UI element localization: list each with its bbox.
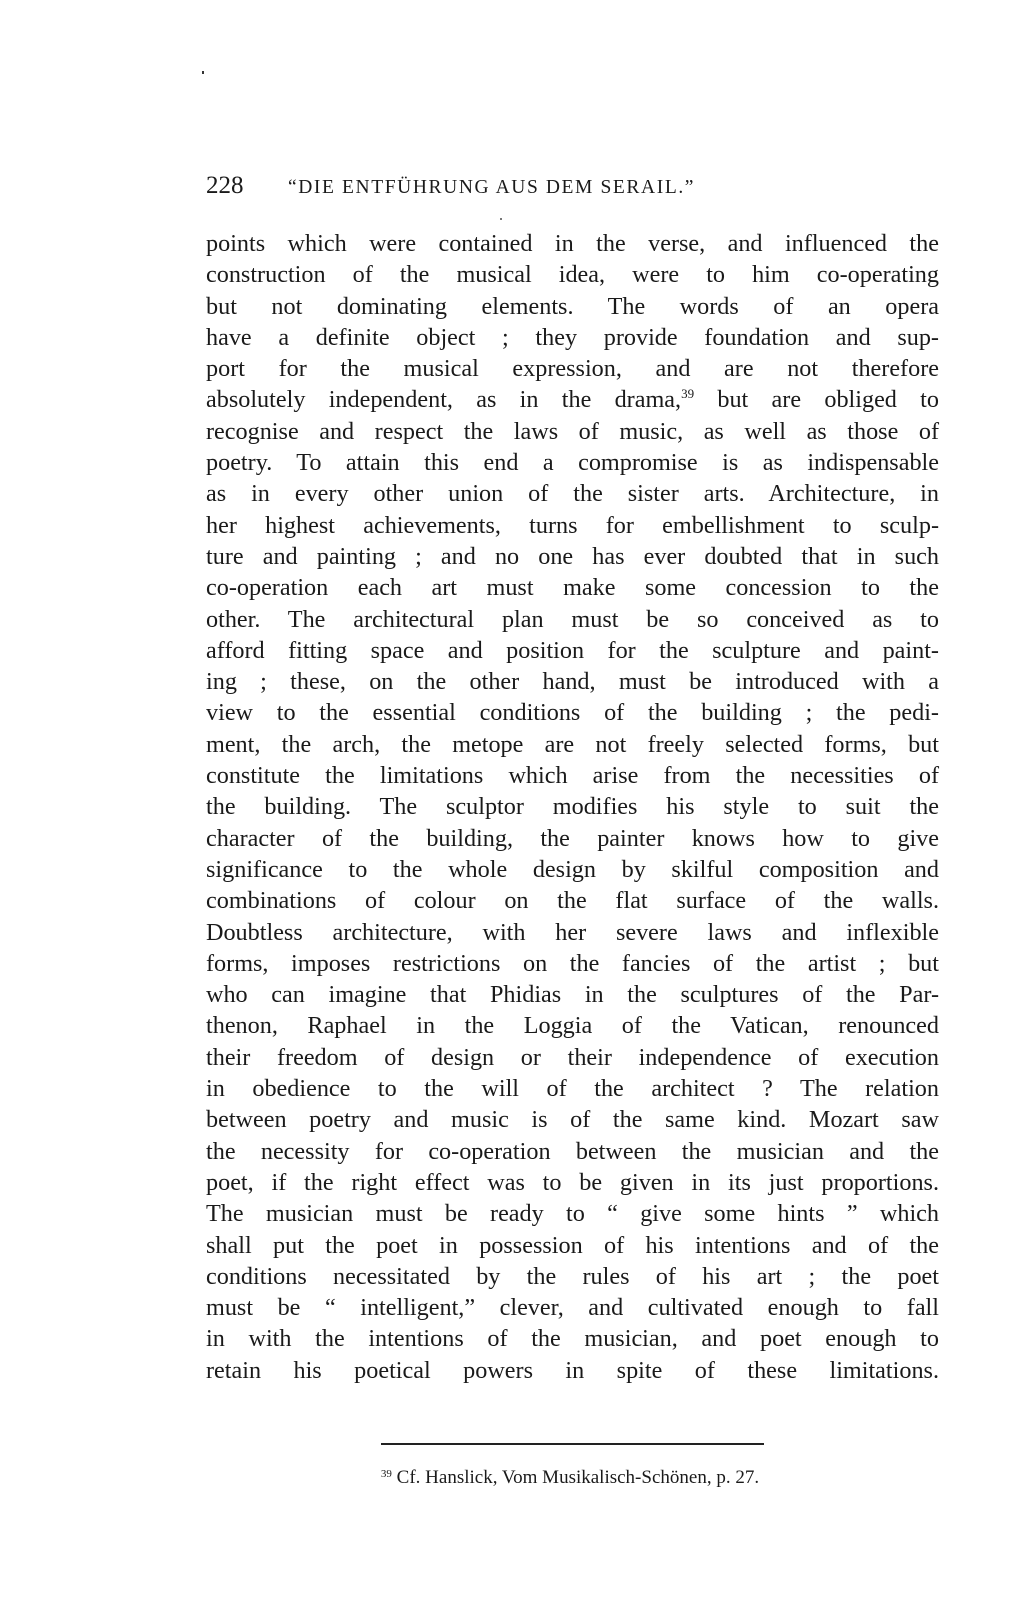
text-line: other. The architectural plan must be so conceived as to [206,605,939,633]
text-line: construction of the musical idea, were to him co-operating [206,261,939,289]
scan-speck [500,218,502,220]
text-line: her highest achievements, turns for embellishment to sculp- [206,511,939,539]
text-line: who can imagine that Phidias in the sculptures of the Par- [206,981,939,1009]
footnote-separator-rule [381,1443,764,1445]
text-line: recognise and respect the laws of music, as well as those of [206,417,939,445]
text-line: the necessity for co-operation between the musician and the [206,1137,939,1165]
text-line: combinations of colour on the flat surface of the walls. [206,887,939,915]
text-line-with-footnote-ref [206,384,939,415]
text-line: between poetry and music is of the same kind. Mozart saw [206,1106,939,1134]
text-line: The musician must be ready to “ give some hints ” which [206,1200,939,1228]
footnote [330,1462,810,1490]
body-text [206,228,939,1386]
text-line: co-operation each art must make some concession to the [206,574,939,602]
text-line: port for the musical expression, and are not therefore [206,355,939,383]
text-line: afford fitting space and position for the sculpture and paint- [206,636,939,664]
footnote-text: Cf. Hanslick, Vom Musikalisch-Schönen, p. 27. [391,1467,760,1488]
text-line: points which were contained in the verse, and influenced the [206,230,939,257]
text-line: character of the building, the painter knows how to give [206,824,939,852]
text-line: poet, if the right effect was to be given in its just proportions. [206,1168,939,1196]
text-line: must be “ intelligent,” clever, and cultivated enough to fall [206,1294,939,1322]
text-line: Doubtless architecture, with her severe laws and inflexible [206,918,939,946]
text-line: ing ; these, on the other hand, must be introduced with a [206,668,939,696]
text-line: have a definite object ; they provide foundation and sup- [206,323,939,351]
text-line: in obedience to the will of the architect ? The relation [206,1075,939,1103]
text-line: the building. The sculptor modifies his style to suit the [206,793,939,821]
text-line: thenon, Raphael in the Loggia of the Vatican, renounced [206,1012,939,1040]
text-line: in with the intentions of the musician, and poet enough to [206,1325,939,1353]
text-line: shall put the poet in possession of his intentions and of the [206,1231,939,1259]
text-line: retain his poetical powers in spite of these limitations. [206,1356,939,1384]
text-line: constitute the limitations which arise from the necessities of [206,762,939,790]
running-head [206,171,946,203]
text-segment: but are obliged to [694,386,939,414]
text-line: poetry. To attain this end a compromise is as indispensable [206,449,939,477]
text-line: ture and painting ; and no one has ever doubted that in such [206,542,939,570]
text-line: their freedom of design or their independence of execution [206,1043,939,1071]
running-title: “DIE ENTFÜHRUNG AUS DEM SERAIL.” [288,177,696,198]
footnote-reference[interactable]: 39 [681,386,695,402]
footnote-marker: 39 [380,1468,392,1480]
text-line: significance to the whole design by skilful composition and [206,855,939,883]
text-line: view to the essential conditions of the building ; the pedi- [206,699,939,727]
page-number: 228 [206,172,244,199]
text-line: forms, imposes restrictions on the fancies of the artist ; but [206,949,939,977]
text-line: conditions necessitated by the rules of his art ; the poet [206,1262,939,1290]
text-line: ment, the arch, the metope are not freely selected forms, but [206,730,939,758]
scan-speck [202,71,204,74]
text-segment: absolutely independent, as in the drama, [206,386,682,414]
text-line: as in every other union of the sister arts. Architecture, in [206,480,939,508]
text-line: but not dominating elements. The words of an opera [206,292,939,320]
